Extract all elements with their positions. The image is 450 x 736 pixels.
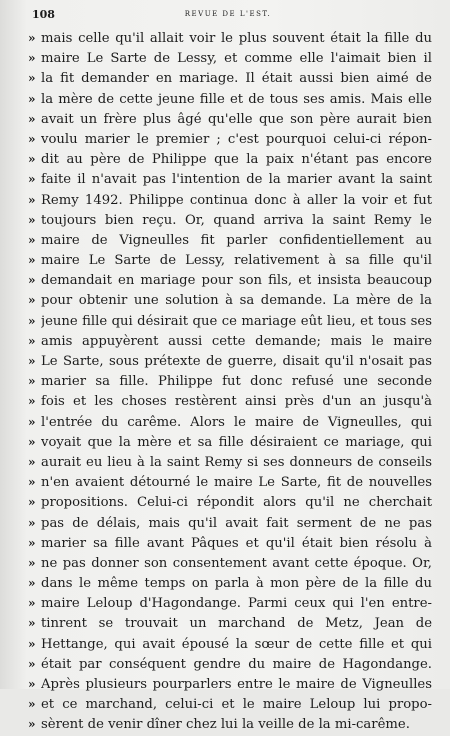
quotation-mark: » xyxy=(28,495,36,510)
line-text: l'entrée du carême. Alors le maire de Vigneulles, qui xyxy=(41,414,432,430)
quotation-mark: » xyxy=(28,273,36,288)
line-text: maire de Vigneulles fit parler confidentiellement au xyxy=(41,232,432,248)
line-text: Hettange, qui avait épousé la sœur de cette fille et qui xyxy=(41,636,432,652)
line-text: dit au père de Philippe que la paix n'étant pas encore xyxy=(41,152,432,168)
text-line xyxy=(28,89,432,109)
quotation-mark: » xyxy=(28,172,36,187)
line-text: maire Le Sarte de Lessy, relativement à sa fille qu'il xyxy=(41,253,432,269)
quotation-mark: » xyxy=(28,475,36,490)
line-text: la fit demander en mariage. Il était aussi bien aimé de xyxy=(41,71,432,87)
text-line xyxy=(28,210,432,230)
quotation-mark: » xyxy=(28,576,36,591)
quotation-mark: » xyxy=(28,636,36,651)
text-line xyxy=(28,452,432,472)
text-line xyxy=(28,492,432,512)
quotation-mark: » xyxy=(28,212,36,227)
quotation-mark: » xyxy=(28,394,36,409)
line-text: aurait eu lieu à la saint Remy si ses donneurs de conseils xyxy=(41,454,432,470)
quotation-mark: » xyxy=(28,313,36,328)
quotation-mark: » xyxy=(28,434,36,449)
quotation-mark: » xyxy=(28,91,36,106)
line-text: ne pas donner son consentement avant cette époque. Or, xyxy=(41,555,432,571)
text-line xyxy=(28,250,432,270)
line-text: Après plusieurs pourparlers entre le maire de Vigneulles xyxy=(41,677,432,692)
text-line xyxy=(28,391,432,411)
line-text: jeune fille qui désirait que ce mariage eût lieu, et tous ses xyxy=(41,313,432,329)
text-body xyxy=(28,28,432,735)
text-line xyxy=(28,472,432,492)
text-line xyxy=(28,169,432,189)
line-text: sèrent de venir dîner chez lui la veille de la mi-carême. xyxy=(41,717,410,733)
text-line xyxy=(28,311,432,331)
text-line xyxy=(28,593,432,613)
line-text: toujours bien reçu. Or, quand arriva la saint Remy le xyxy=(41,212,432,228)
text-line xyxy=(28,714,432,734)
quotation-mark: » xyxy=(28,616,36,631)
line-text: voulu marier le premier ; c'est pourquoi celui-ci répon- xyxy=(41,131,432,147)
text-line xyxy=(28,149,432,169)
quotation-mark: » xyxy=(28,51,36,66)
quotation-mark: » xyxy=(28,333,36,348)
quotation-mark: » xyxy=(28,656,36,671)
line-text: maire Leloup d'Hagondange. Parmi ceux qui l'en entre- xyxy=(41,596,432,612)
quotation-mark: » xyxy=(28,152,36,167)
text-line xyxy=(28,432,432,452)
text-line xyxy=(28,553,432,573)
quotation-mark: » xyxy=(28,31,36,45)
text-line xyxy=(28,28,432,48)
line-text: marier sa fille. Philippe fut donc refusé une seconde xyxy=(41,374,432,390)
text-line xyxy=(28,654,432,674)
text-line xyxy=(28,129,432,149)
text-line xyxy=(28,290,432,310)
line-text: marier sa fille avant Pâques et qu'il était bien résolu à xyxy=(41,535,432,551)
quotation-mark: » xyxy=(28,293,36,308)
line-text: maire Le Sarte de Lessy, et comme elle l'aimait bien il xyxy=(41,51,432,67)
line-text: dans le même temps on parla à mon père de la fille du xyxy=(41,576,432,592)
running-title: REVUE DE L'EST. xyxy=(184,10,272,18)
text-line xyxy=(28,371,432,391)
text-line xyxy=(28,634,432,654)
text-line xyxy=(28,190,432,210)
text-line xyxy=(28,613,432,633)
line-text: mais celle qu'il allait voir le plus souvent était la fille du xyxy=(41,31,432,46)
text-line xyxy=(28,674,432,694)
quotation-mark: » xyxy=(28,354,36,368)
quotation-mark: » xyxy=(28,71,36,86)
quotation-mark: » xyxy=(28,515,36,530)
line-text: amis appuyèrent aussi cette demande; mais le maire xyxy=(41,333,432,349)
line-text: et ce marchand, celui-ci et le maire Leloup lui propo- xyxy=(41,697,432,713)
text-line xyxy=(28,331,432,351)
quotation-mark: » xyxy=(28,596,36,611)
line-text: Remy 1492. Philippe continua donc à aller la voir et fut xyxy=(41,192,432,208)
quotation-mark: » xyxy=(28,535,36,550)
line-text: la mère de cette jeune fille et de tous ses amis. Mais elle xyxy=(41,91,432,107)
text-line xyxy=(28,573,432,593)
line-text: tinrent se trouvait un marchand de Metz, Jean de xyxy=(41,616,432,632)
text-line xyxy=(28,533,432,553)
quotation-mark: » xyxy=(28,697,36,712)
line-text: avait un frère plus âgé qu'elle que son père aurait bien xyxy=(41,111,432,127)
quotation-mark: » xyxy=(28,414,36,429)
text-line xyxy=(28,412,432,432)
quotation-mark: » xyxy=(28,717,36,732)
quotation-mark: » xyxy=(28,454,36,469)
text-line xyxy=(28,351,432,371)
quotation-mark: » xyxy=(28,253,36,268)
line-text: pour obtenir une solution à sa demande. La mère de la xyxy=(41,293,432,309)
text-line xyxy=(28,230,432,250)
page-header xyxy=(32,6,424,26)
quotation-mark: » xyxy=(28,111,36,126)
quotation-mark: » xyxy=(28,374,36,389)
text-line xyxy=(28,48,432,68)
quotation-mark: » xyxy=(28,192,36,207)
text-line xyxy=(28,513,432,533)
line-text: Le Sarte, sous prétexte de guerre, disait qu'il n'osait pas xyxy=(41,354,432,369)
quotation-mark: » xyxy=(28,232,36,247)
line-text: demandait en mariage pour son fils, et insista beaucoup xyxy=(41,273,432,289)
quotation-mark: » xyxy=(28,131,36,146)
text-line xyxy=(28,68,432,88)
line-text: était par conséquent gendre du maire de Hagondange. xyxy=(41,656,432,672)
text-line xyxy=(28,270,432,290)
page-number: 108 xyxy=(32,8,55,21)
text-line xyxy=(28,109,432,129)
line-text: pas de délais, mais qu'il avait fait serment de ne pas xyxy=(41,515,432,531)
line-text: fois et les choses restèrent ainsi près d'un an jusqu'à xyxy=(41,394,432,410)
quotation-mark: » xyxy=(28,677,36,691)
line-text: voyait que la mère et sa fille désiraient ce mariage, qui xyxy=(41,434,432,450)
quotation-mark: » xyxy=(28,555,36,570)
line-text: n'en avaient détourné le maire Le Sarte, fit de nouvelles xyxy=(41,475,432,491)
line-text: propositions. Celui-ci répondit alors qu'il ne cherchait xyxy=(41,495,432,511)
line-text: faite il n'avait pas l'intention de la marier avant la saint xyxy=(41,172,432,188)
text-line xyxy=(28,694,432,714)
